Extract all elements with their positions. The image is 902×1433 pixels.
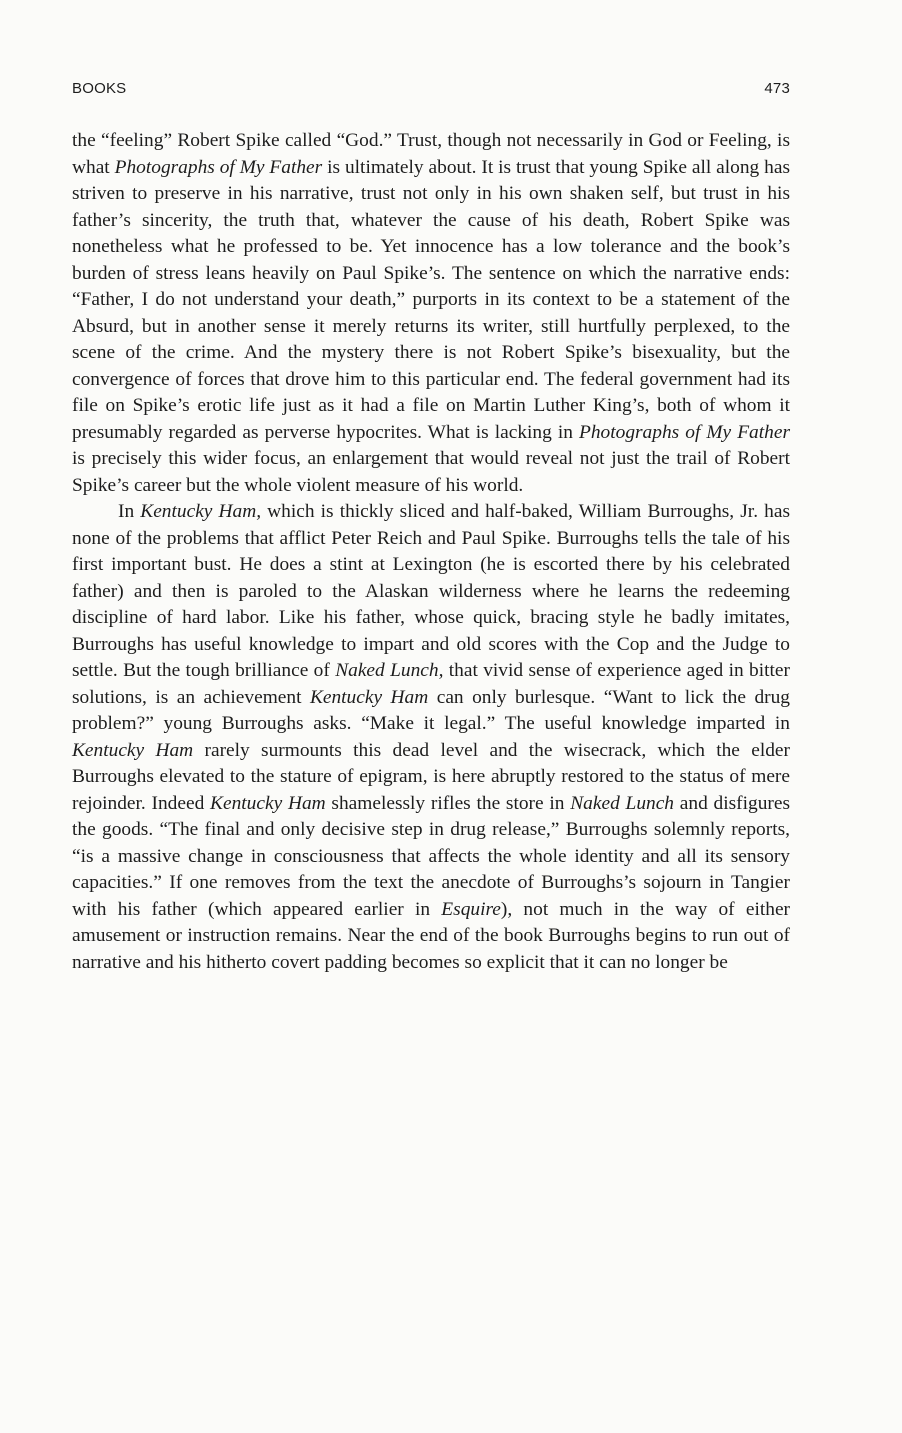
italic-title: Esquire — [441, 898, 501, 920]
page-number: 473 — [764, 80, 790, 97]
text-run: that vivid sense of experience aged in bitter solutions, is an achievement — [72, 660, 790, 708]
italic-title: Kentucky Ham, — [140, 501, 262, 522]
italic-title: Photographs of My Father — [579, 421, 790, 443]
text-run: In — [118, 501, 141, 522]
italic-title: Naked Lunch — [570, 792, 675, 814]
text-run: the “feeling” Robert Spike called “God.” Trust, though not necessarily in God or Feeling, is what — [72, 130, 790, 178]
text-run: is ultimately about. It is trust that young Spike all along has striven to preserve in his narrative, trust not only in his own shaken self, but trust in his father’s sincerity, the truth that, whatever the cause of his death, Robert Spike was nonetheless what he professed to be. Yet innocence has a low tolerance and the book’s burden of stress leans heavily on Paul Spike’s. The sentence on which the narrative ends: “Father, I do not understand your death,” purports in its context to be a statement of the Absurd, but in another sense it merely returns its writer, still hurtfully perplexed, to the scene of the crime. And the mystery there is not Robert Spike’s bisexuality, but the convergence of forces that drove him to this particular end. The federal government had its file on Spike’s erotic life just as it had a file on Martin Luther King’s, both of whom it presumably regarded as perverse hypocrites. What is lacking in — [72, 156, 791, 443]
text-run: rarely surmounts this dead level and the wisecrack, which the elder Burroughs elevated to the stature of epigram, is here abruptly restored to the status of mere rejoinder. Indeed — [72, 739, 790, 814]
text-run: and disfigures the goods. “The final and only decisive step in drug release,” Burroughs solemnly reports, “is a massive change in consciousness that affects the whole identity and all its sensory capacities.” If one removes from the text the anecdote of Burroughs’s sojourn in Tangier with his father (which appeared earlier in — [72, 792, 791, 920]
text-run: shamelessly rifles the store in — [325, 792, 571, 814]
italic-title: Kentucky Ham — [210, 792, 326, 814]
text-run: ), not much in the way of either amusement or instruction remains. Near the end of the book Burroughs begins to run out of narrative and his hitherto covert padding becomes so explicit that it can no longer be — [72, 898, 791, 973]
running-head: BOOKS — [72, 80, 127, 97]
body-text — [72, 128, 790, 976]
text-run: which is thickly sliced and half-baked, William Burroughs, Jr. has none of the problems that afflict Peter Reich and Paul Spike. Burroughs tells the tale of his first important bust. He does a stint at Lexington (he is escorted there by his celebrated father) and then is paroled to the Alaskan wilderness where he learns the redeeming discipline of hard labor. Like his father, whose quick, bracing style he badly imitates, Burroughs has useful knowledge to impart and old scores with the Cop and the Judge to settle. But the tough brilliance of — [72, 501, 790, 681]
page-header — [72, 80, 790, 102]
italic-title: Kentucky Ham — [72, 739, 194, 761]
italic-title: Photographs of My Father — [114, 156, 323, 178]
paragraph — [72, 499, 790, 976]
paragraph — [72, 128, 790, 499]
text-run: can only burlesque. “Want to lick the drug problem?” young Burroughs asks. “Make it legal.” The useful knowledge imparted in — [72, 686, 790, 734]
italic-title: Kentucky Ham — [309, 686, 429, 708]
italic-title: Naked Lunch, — [335, 660, 444, 681]
text-run: is precisely this wider focus, an enlargement that would reveal not just the trail of Robert Spike’s career but the whole violent measure of his world. — [72, 448, 790, 496]
